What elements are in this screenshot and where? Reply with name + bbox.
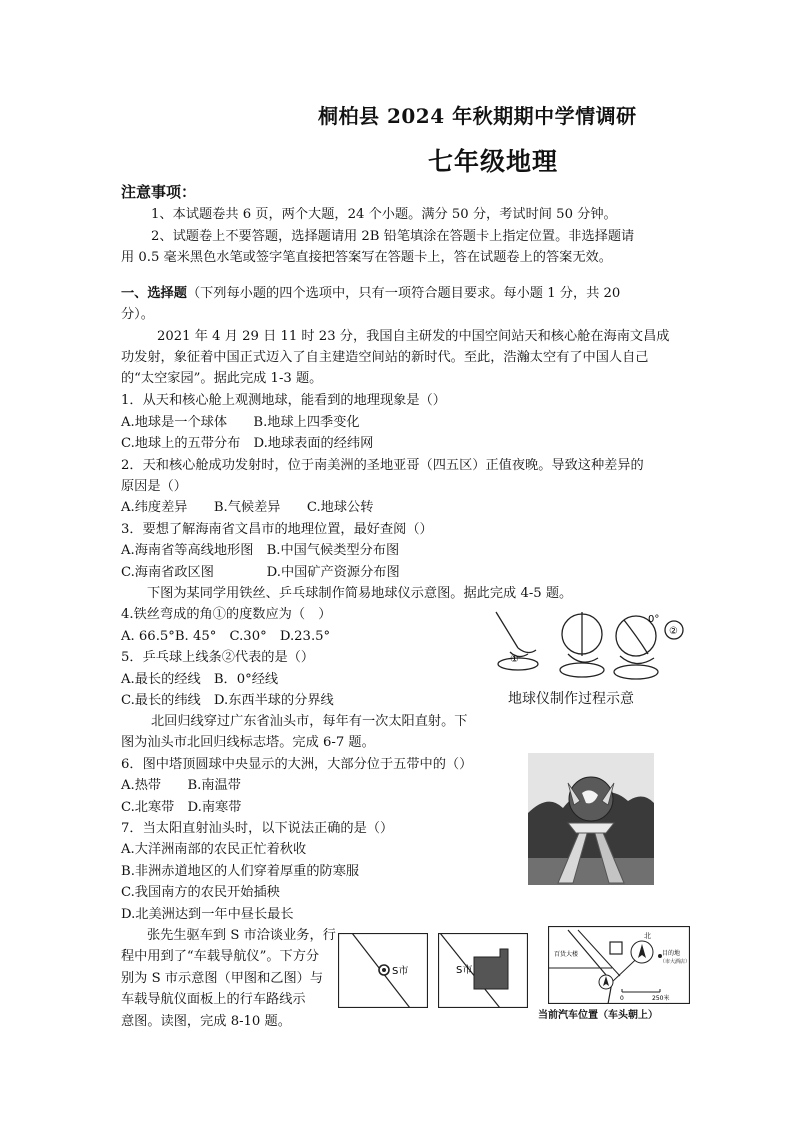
city-map-b-svg <box>438 933 528 1008</box>
tropic-tower-photo <box>528 753 654 885</box>
meridian-line <box>624 620 648 654</box>
notice-item-1: 1、本试题卷共 6 页，两个大题，24 个小题。满分 50 分，考试时间 50 分钟。 <box>151 207 617 222</box>
question-5-options: A.最长的经线 B．0°经线 <box>121 672 279 687</box>
globe-making-figure <box>488 608 688 690</box>
question-7-stem: 7．当太阳直射汕头时，以下说法正确的是（） <box>121 821 394 836</box>
question-7-option-b: B.非洲赤道地区的人们穿着厚重的防寒服 <box>121 864 360 879</box>
exam-title: 桐柏县 2024 年秋期期中学情调研 <box>318 104 637 128</box>
nav-store-label: 百货大楼 <box>554 951 579 958</box>
question-3-stem: 3．要想了解海南省文昌市的地理位置，最好查阅（） <box>121 522 433 537</box>
question-6-options: C.北寒带 D.南寒带 <box>121 800 242 815</box>
question-2-stem-cont: 原因是（） <box>121 479 187 494</box>
wire-curve <box>518 648 536 653</box>
zero-degree-label: 0° <box>648 614 660 625</box>
nav-scale-zero: 0 <box>620 995 624 1002</box>
intro-8-10: 意图。读图，完成 8-10 题。 <box>121 1014 291 1029</box>
stand-curve <box>568 654 598 662</box>
intro-8-10: 车载导航仪面板上的行车路线示 <box>121 992 306 1007</box>
intro-6-7-cont: 图为汕头市北回归线标志塔。完成 6-7 题。 <box>121 735 375 750</box>
nav-scale-max: 250米 <box>652 995 670 1002</box>
question-1-stem: 1．从天和核心舱上观测地球，能看到的地理现象是（） <box>121 393 446 408</box>
intro-paragraph-line: 功发射，象征着中国正式迈入了自主建造空间站的新时代。至此，浩瀚太空有了中国人自己 <box>121 350 649 365</box>
intro-8-10: 别为 S 市示意图（甲图和乙图）与 <box>121 971 324 986</box>
intro-paragraph-line: 2021 年 4 月 29 日 11 时 23 分，我国自主研发的中国空间站天和核心舱在海南文昌成 <box>157 329 670 344</box>
angle-label: ① <box>510 654 519 665</box>
globe-making-diagram <box>488 608 688 690</box>
question-2-options: A.纬度差异 B.气候差异 C.地球公转 <box>121 500 374 515</box>
intro-8-10: 张先生驱车到 S 市洽谈业务，行 <box>147 928 336 943</box>
question-2-stem: 2．天和核心舱成功发射时，位于南美洲的圣地亚哥（四五区）正值夜晚。导致这种差异的 <box>121 458 644 473</box>
question-7-option-c: C.我国南方的农民开始插秧 <box>121 885 280 900</box>
question-6-stem: 6．图中塔顶圆球中央显示的大洲，大部分位于五带中的（） <box>121 757 473 772</box>
city-map-a-svg <box>338 933 428 1008</box>
notice-heading: 注意事项： <box>121 183 197 201</box>
nav-destination-label: 目的地 <box>662 950 681 957</box>
nav-destination-sub-label: （市大酒店） <box>660 959 690 965</box>
wire-line <box>496 612 518 648</box>
intro-4-5: 下图为某同学用铁丝、乒乓球制作简易地球仪示意图。据此完成 4-5 题。 <box>147 586 573 601</box>
question-7-option-d: D.北美洲达到一年中昼长最长 <box>121 907 294 922</box>
stand-curve-2 <box>620 656 654 664</box>
question-3-options: C.海南省政区图 D.中国矿产资源分布图 <box>121 565 400 580</box>
question-1-options: A.地球是一个球体 B.地球上四季变化 <box>121 415 360 430</box>
question-3-options: A.海南省等高线地形图 B.中国气候类型分布图 <box>121 543 400 558</box>
nav-north-label: 北 <box>644 932 651 940</box>
intro-paragraph-line: 的“太空家园”。据此完成 1-3 题。 <box>121 371 323 386</box>
section-heading-bold: 一、选择题 <box>121 286 187 301</box>
section-heading <box>121 283 620 304</box>
tower-photo-svg <box>528 753 654 885</box>
section-heading-rest: （下列每小题的四个选项中，只有一项符合题目要求。每小题 1 分，共 20 <box>186 286 621 301</box>
stand-base-2 <box>614 665 658 679</box>
question-7-option-a: A.大洋洲南部的农民正忙着秋收 <box>121 842 307 857</box>
intro-8-10: 程中用到了“车载导航仪”。下方分 <box>121 949 320 964</box>
line-label: ② <box>669 626 678 637</box>
city-map-a <box>338 933 428 1008</box>
question-5-stem: 5．乒乓球上线条②代表的是（） <box>121 650 315 665</box>
globe-figure-caption: 地球仪制作过程示意 <box>508 691 634 707</box>
section-heading-cont: 分）。 <box>121 307 154 322</box>
subject-title: 七年级地理 <box>428 147 559 176</box>
question-4-options: A. 66.5°B. 45° C.30° D.23.5° <box>121 629 331 644</box>
question-4-stem: 4.铁丝弯成的角①的度数应为（ ） <box>121 607 332 622</box>
nav-caption: 当前汽车位置（车头朝上） <box>538 1010 658 1021</box>
question-6-options: A.热带 B.南温带 <box>121 778 241 793</box>
map-b-city-label: S市 <box>456 965 473 976</box>
intro-6-7: 北回归线穿过广东省汕头市，每年有一次太阳直射。下 <box>151 714 468 729</box>
notice-item-2: 2、试题卷上不要答题，选择题请用 2B 铅笔填涂在答题卡上指定位置。非选择题请 <box>151 229 635 244</box>
map-a-city-label: S市 <box>392 966 409 977</box>
stand-base <box>560 663 604 677</box>
city-map-b <box>438 933 528 1008</box>
navigation-panel-map <box>548 926 690 1004</box>
question-5-options: C.最长的纬线 D.东西半球的分界线 <box>121 693 334 708</box>
question-1-options: C.地球上的五带分布 D.地球表面的经纬网 <box>121 436 374 451</box>
navigation-map-svg <box>548 926 690 1004</box>
notice-item-2-cont: 用 0.5 毫米黑色水笔或签字笔直接把答案写在答题卡上，答在试题卷上的答案无效。 <box>121 250 612 265</box>
